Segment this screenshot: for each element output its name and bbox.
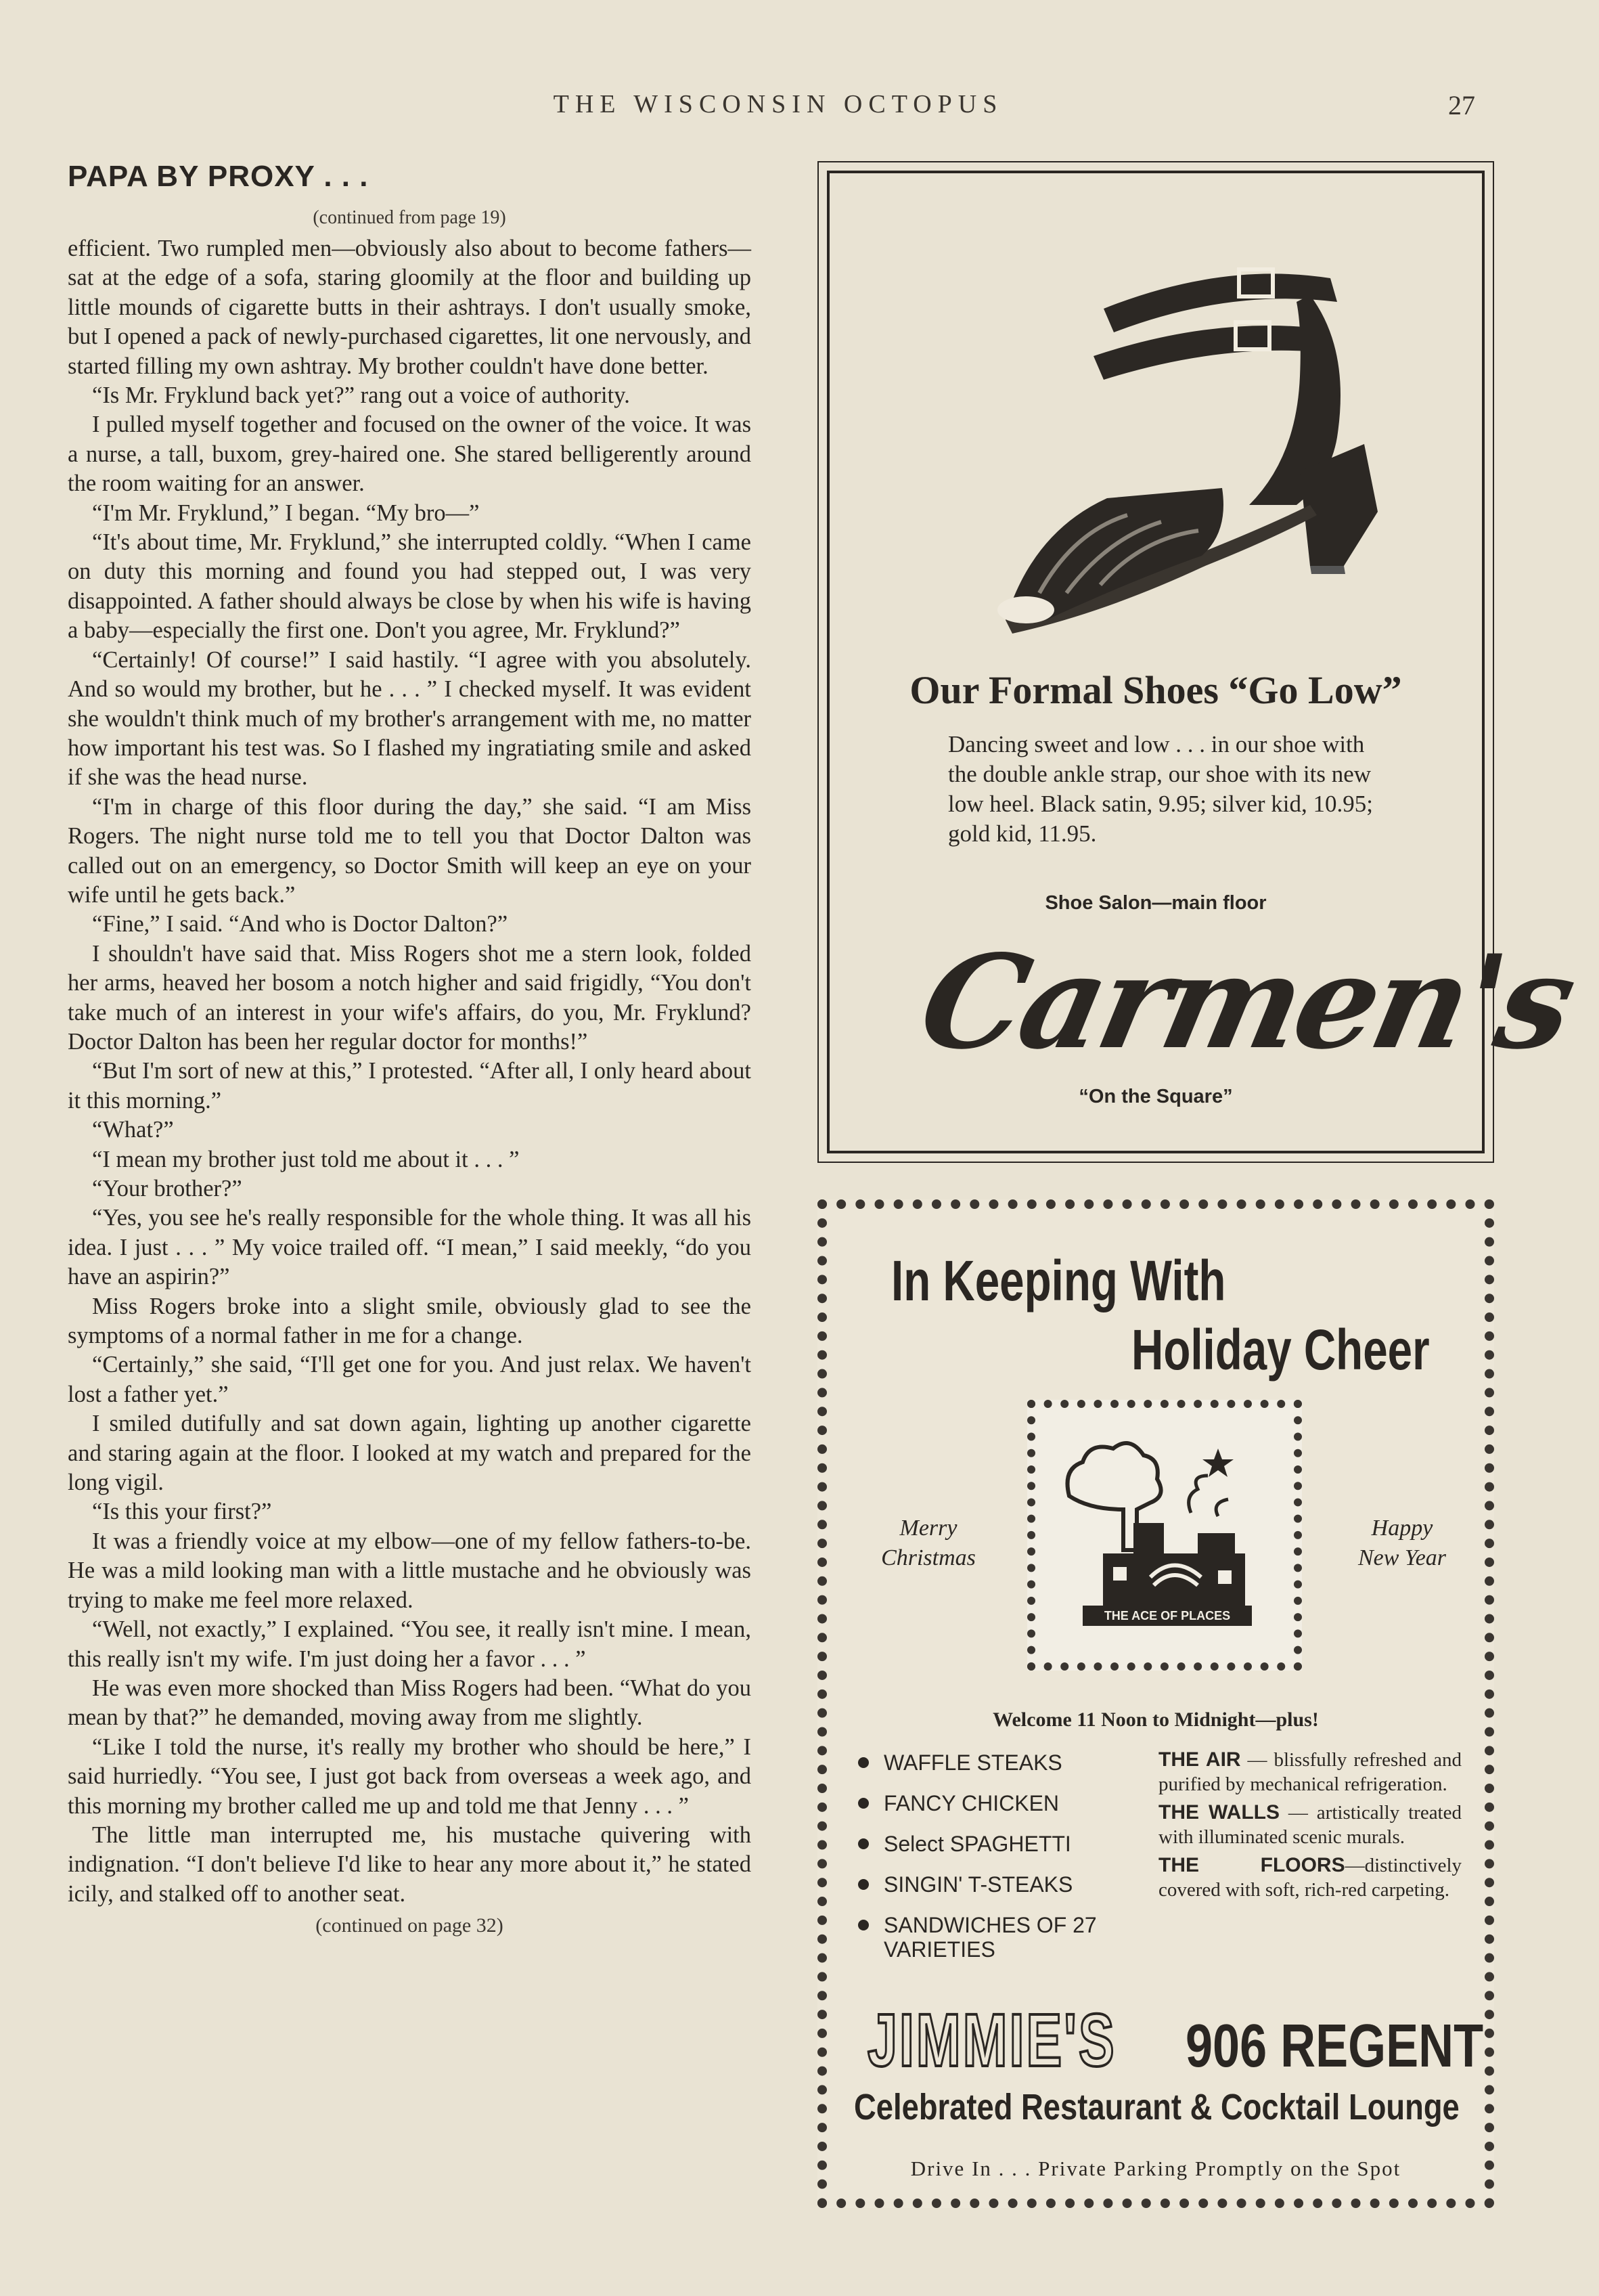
menu-list [858, 1750, 1142, 1978]
paragraph: Miss Rogers broke into a slight smile, obviously glad to see the symptoms of a normal father in me for a change. [68, 1293, 751, 1349]
emblem-label: THE ACE OF PLACES [1104, 1609, 1231, 1622]
paragraph: “Certainly,” she said, “I'll get one for you. And just relax. We haven't lost a father yet.” [68, 1352, 751, 1407]
ad-inner-border [827, 171, 1585, 1153]
menu-item [858, 1832, 1142, 1856]
bullet-icon [858, 1879, 869, 1890]
sandal-illustration [931, 214, 1405, 667]
carmens-shoe-advertisement [817, 161, 1585, 1163]
paragraph: I pulled myself together and focused on the owner of the voice. It was a nurse, a tall, buxom, grey-haired one. She stared belligerently around the room waiting for an answer. [68, 412, 751, 497]
greeting-word: New Year [1357, 1545, 1447, 1570]
paragraph: “It's about time, Mr. Fryklund,” she interrupted coldly. “When I came on duty this morning and found you had stepped out, I was very disappointed. A father should always be close by when his wife is having a baby—especially the first one. Don't you agree, Mr. Fryklund?” [68, 529, 751, 644]
headline-line-2: Holiday Cheer [1131, 1318, 1430, 1382]
continued-on-note: (continued on page 32) [315, 1914, 503, 1937]
paragraph: “Yes, you see he's really responsible for the whole thing. It was all his idea. I just . . . ” My voice trailed off. “I mean,” I said meekly, “do you have an aspirin?” [68, 1205, 751, 1290]
amenity-key: THE AIR [1158, 1748, 1241, 1771]
paragraph: “I'm Mr. Fryklund,” I began. “My bro—” [92, 500, 480, 526]
bullet-icon [858, 1757, 869, 1768]
paragraph: “But I'm sort of new at this,” I protested. “After all, I only heard about it this morning.” [68, 1058, 751, 1113]
article-body [68, 234, 751, 1909]
greeting-word: Merry [899, 1516, 958, 1541]
running-head: THE WISCONSIN OCTOPUS [553, 90, 1004, 118]
bullet-icon [858, 1920, 869, 1930]
paragraph: “I'm in charge of this floor during the day,” she said. “I am Miss Rogers. The night nurse told me to tell you that Doctor Dalton was called out on an emergency, so Doctor Smith will keep an eye on your wife until he gets back.” [68, 793, 751, 908]
paragraph: efficient. Two rumpled men—obviously also about to become fathers—sat at the edge of a sofa, staring gloomily at the floor and building up little mounds of cigarette butts in their ashtrays. I don't usually smoke, but I opened a pack of newly-purchased cigarettes, lit one nervously, and started filling my own ashtray. My brother couldn't have done better. [68, 236, 751, 379]
restaurant-subtitle: Celebrated Restaurant & Cocktail Lounge [854, 2087, 1460, 2127]
jimmies-logo: JIMMIE'S [868, 1999, 1117, 2082]
bullet-icon [858, 1838, 869, 1849]
amenity-air [1158, 1748, 1462, 1796]
amenity-text: — blissfully refreshed and purified by mechanical refrigeration. [1158, 1749, 1462, 1795]
carmens-logo: Carmen's [908, 927, 1585, 1078]
hours-line: Welcome 11 Noon to Midnight—plus! [993, 1708, 1319, 1731]
address: 906 REGENT [1186, 2012, 1484, 2080]
paragraph: I shouldn't have said that. Miss Rogers shot me a stern look, folded her arms, heaved her bosom a notch higher and said frigidly, “You don't take much of an interest in your wife's affairs, do you, Mr. Fryklund? Doctor Dalton has been her regular doctor for months!” [68, 940, 751, 1055]
paragraph: “Certainly! Of course!” I said hastily. “I agree with you absolutely. And so would my brother, but he . . . ” I checked myself. It was evident she wouldn't think much of my brother's arrangement with me, no matter how important his test was. So I flashed my ingratiating smile and asked if she was the head nurse. [68, 646, 751, 791]
menu-item [858, 1750, 1142, 1775]
parking-note: Drive In . . . Private Parking Promptly on the Spot [910, 2157, 1401, 2180]
tagline: “On the Square” [1079, 1086, 1233, 1107]
paragraph: “I mean my brother just told me about it . . . ” [92, 1146, 520, 1172]
paragraph: He was even more shocked than Miss Rogers had been. “What do you mean by that?” he demanded, moving away from me slightly. [68, 1675, 751, 1731]
paragraph: “Fine,” I said. “And who is Doctor Dalton?” [92, 911, 508, 937]
menu-item [858, 1791, 1142, 1815]
article-papa-by-proxy [68, 160, 751, 1937]
greeting-merry-christmas [868, 1514, 989, 1573]
running-header [0, 89, 1599, 130]
paragraph: “Is Mr. Fryklund back yet?” rang out a voice of authority. [92, 382, 630, 409]
menu-item-label: WAFFLE STEAKS [884, 1750, 1062, 1775]
menu-item-label: FANCY CHICKEN [884, 1791, 1060, 1815]
jimmies-restaurant-advertisement [817, 1199, 1494, 2208]
amenities-list [1158, 1748, 1462, 1906]
ad-body-copy: Dancing sweet and low . . . in our shoe with the double ankle strap, our shoe with its new low heel. Black satin, 9.95; silver kid, 10.95; gold kid, 11.95. [948, 731, 1373, 847]
restaurant-emblem [1027, 1400, 1302, 1671]
bullet-icon [858, 1798, 869, 1809]
article-title: PAPA BY PROXY . . . [68, 160, 369, 193]
paragraph: “Like I told the nurse, it's really my brother who should be here,” I said hurriedly. “You see, I just got back from overseas a week ago, and this morning my brother called me up and told me that Jenny . . . ” [68, 1734, 751, 1819]
menu-item-label: SINGIN' T-STEAKS [884, 1872, 1073, 1897]
amenity-key: THE FLOORS [1158, 1854, 1345, 1876]
greeting-word: Christmas [881, 1545, 976, 1570]
star-icon [1202, 1449, 1234, 1477]
greeting-word: Happy [1371, 1516, 1433, 1541]
menu-item-label: Select SPAGHETTI [884, 1832, 1071, 1856]
greeting-happy-new-year [1341, 1514, 1463, 1573]
paragraph: I smiled dutifully and sat down again, lighting up another cigarette and staring again at the floor. I looked at my watch and prepared for the long vigil. [68, 1411, 751, 1496]
paragraph: “What?” [92, 1117, 174, 1143]
amenity-walls [1158, 1801, 1462, 1849]
paragraph: “Your brother?” [92, 1176, 242, 1201]
paragraph: The little man interrupted me, his mustache quivering with indignation. “I don't believe I'd like to hear any more about it,” he stated icily, and stalked off to another seat. [68, 1822, 751, 1907]
headline-line-1: In Keeping With [891, 1249, 1226, 1312]
menu-item [858, 1913, 1142, 1962]
amenity-text: —distinctively covered with soft, rich-red carpeting. [1158, 1855, 1462, 1901]
department-label: Shoe Salon—main floor [1045, 892, 1267, 914]
amenity-key: THE WALLS [1158, 1801, 1280, 1824]
paragraph: “Well, not exactly,” I explained. “You see, it really isn't mine. I mean, this really isn't my wife. I'm just doing her a favor . . . ” [68, 1616, 751, 1672]
amenity-text: — artistically treated with illuminated scenic murals. [1158, 1802, 1462, 1848]
paragraph: “Is this your first?” [92, 1499, 272, 1525]
paragraph: It was a friendly voice at my elbow—one of my fellow fathers-to-be. He was a mild looking man with a little mustache and he obviously was trying to make me feel more relaxed. [68, 1528, 751, 1613]
ad-headline: Our Formal Shoes “Go Low” [909, 668, 1402, 712]
menu-item [858, 1872, 1142, 1897]
menu-item-label: SANDWICHES OF 27 VARIETIES [884, 1913, 1097, 1962]
amenity-floors [1158, 1853, 1462, 1902]
continued-from-note: (continued from page 19) [313, 207, 506, 228]
page-number: 27 [1448, 90, 1475, 120]
